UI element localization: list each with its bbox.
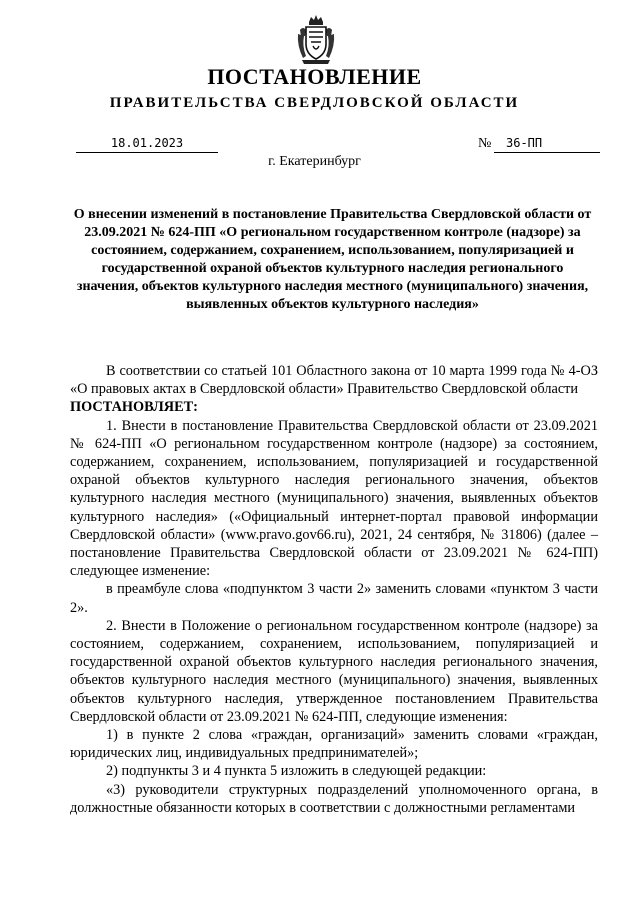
paragraph-2-2: 2) подпункты 3 и 4 пункта 5 изложить в следующей редакции: <box>106 763 487 780</box>
document-heading: О внесении изменений в постановление Правительства Свердловской области от 23.09.2021 № 624-ПП «О региональном государственном контроле (надзоре) за состоянием, содержанием, сохранением, использованием, популяризацией и государственной охраной объектов культурного наследия регионального значения, объектов культурного наследия местного (муниципального) значения, выявленных объектов культурного наследия» <box>73 207 592 312</box>
paragraph-1a: в преамбуле слова «подпунктом 3 части 2» заменить словами «пунктом 3 части 2». <box>70 581 598 616</box>
document-body <box>70 362 598 817</box>
paragraph-2: 2. Внести в Положение о региональном государственном контроле (надзоре) за состоянием, содержанием, сохранением, использованием, популяризацией и государственной охраной объектов культурного наследия регионального значения, объектов культурного наследия местного (муниципального) значения, выявленных объектов культурного наследия, утвержденное постановлением Правительства Свердловской области от 23.09.2021 № 624-ПП, следующие изменения: <box>70 617 598 725</box>
city: г. Екатеринбург <box>268 154 361 169</box>
paragraph-2-3: «3) руководители структурных подразделений уполномоченного органа, в должностные обязанности которых в соответствии с должностными регламентами <box>70 781 598 816</box>
document-number: 36-ПП <box>494 134 600 153</box>
coat-of-arms-icon <box>295 14 337 66</box>
paragraph-1: 1. Внести в постановление Правительства Свердловской области от 23.09.2021 № 624-ПП «О региональном государственном контроле (надзоре) за состоянием, содержанием, сохранением, использованием, популяризацией и государственной охраной объектов культурного наследия регионального значения, объектов культурного наследия местного (муниципального) значения, выявленных объектов культурного наследия» («Официальный интернет-портал правовой информации Свердловской области» (www.pravo.gov66.ru), 2021, 24 сентября, № 31806) (далее – постановление Правительства Свердловской области от 23.09.2021 № 624-ПП) следующее изменение: <box>70 417 598 580</box>
paragraph-2-1: 1) в пункте 2 слова «граждан, организаций» заменить словами «граждан, юридических лиц, индивидуальных предпринимателей»; <box>70 727 598 762</box>
number-sign: № <box>478 136 492 151</box>
resolves-label: ПОСТАНОВЛЯЕТ: <box>70 399 198 416</box>
document-date: 18.01.2023 <box>76 134 218 153</box>
document-subtitle: ПРАВИТЕЛЬСТВА СВЕРДЛОВСКОЙ ОБЛАСТИ <box>109 95 520 111</box>
intro-paragraph: В соответствии со статьей 101 Областного закона от 10 марта 1999 года № 4-ОЗ «О правовых актах в Свердловской области» Правительство Свердловской области <box>70 363 598 398</box>
document-title: ПОСТАНОВЛЕНИЕ <box>207 64 422 89</box>
